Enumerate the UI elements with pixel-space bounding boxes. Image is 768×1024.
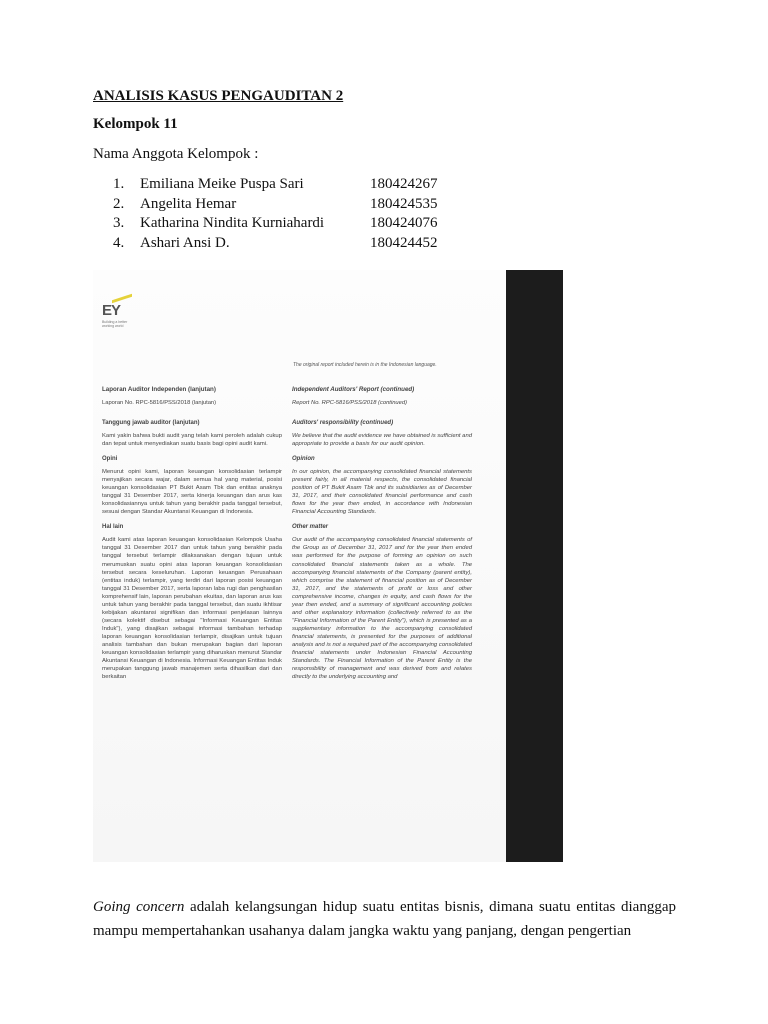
english-column [292, 386, 472, 688]
section-heading: Tanggung jawab auditor (lanjutan) [102, 420, 200, 426]
section-paragraph: Audit kami atas laporan keuangan konsolidasian Kelompok Usaha tanggal 31 Desember 2017 dan untuk tahun yang berakhir pada tanggal tersebut terlampir dilaksanakan dengan tujuan untuk merumuskan suatu opini atas laporan keuangan konsolidasian tersebut secara keseluruhan. Laporan keuangan Perusahaan (entitas induk) terlampir, yang terdiri dari laporan posisi keuangan tanggal 31 Desember 2017, serta laporan laba rugi dan penghasilan komprehensif lain, laporan perubahan ekuitas, dan laporan arus kas untuk tahun yang berakhir pada tanggal tersebut, dan suatu ikhtisar kebijakan akuntansi signifikan dan informasi penjelasan lainnya (secara kolektif disebut sebagai "Informasi Keuangan Entitas Induk"), yang disajikan sebagai informasi tambahan terhadap laporan keuangan konsolidasian terlampir, disajikan untuk tujuan analisis tambahan dan bukan merupakan bagian dari laporan keuangan konsolidasian terlampir yang diharuskan menurut Standar Akuntansi Keuangan di Indonesia. Informasi Keuangan Entitas Induk merupakan tanggung jawab manajemen serta dihasilkan dari dan berkaitan [102, 537, 282, 681]
section-heading: Hal lain [102, 524, 124, 531]
original-language-note: The original report included herein is in the Indonesian language. [293, 362, 437, 368]
member-nim: 180424535 [370, 195, 438, 212]
group-heading: Kelompok 11 [93, 116, 178, 132]
indonesian-column [102, 386, 282, 688]
member-row [113, 175, 443, 195]
member-nim: 180424452 [370, 234, 438, 251]
member-number: 1. [113, 176, 125, 192]
scan-dark-margin [506, 270, 563, 862]
section-paragraph: Our audit of the accompanying consolidated financial statements of the Group as of December 31, 2017 and for the year then ended was performed for the purpose of forming an opinion on such consolidated financial statements taken as a whole. The accompanying financial statements of the Company (parent entity), which comprise the statement of financial position as of December 31, 2017, and the statements of profit or loss and other comprehensive income, changes in equity, and cash flows for the year then ended, and a summary of significant accounting policies and other explanatory information (collectively referred to as the "Financial Information of the Parent Entity"), which is presented as a supplementary information to the accompanying consolidated financial statements, is presented for the purposes of additional analysis and is not a required part of the accompanying consolidated financial statements under Indonesian Financial Accounting Standards. The Financial Information of the Parent Entity is the responsibility of management and was derived from and relates directly to the underlying accounting and [292, 537, 472, 681]
member-name: Katharina Nindita Kurniahardi [140, 215, 325, 231]
member-row [113, 234, 443, 254]
section-heading: Opini [102, 456, 118, 463]
member-name: Angelita Hemar [140, 195, 237, 212]
member-number: 3. [113, 215, 125, 231]
member-nim: 180424267 [370, 176, 438, 192]
section-paragraph: Menurut opini kami, laporan keuangan konsolidasian terlampir menyajikan secara wajar, dalam semua hal yang material, posisi keuangan konsolidasian PT Bukit Asam Tbk dan entitas anaknya tanggal 31 Desember 2017, serta kinerja keuangan dan arus kas konsolidasiannya untuk tahun yang berakhir pada tanggal tersebut, sesuai dengan Standar Akuntansi Keuangan di Indonesia. [102, 469, 282, 516]
member-name: Emiliana Meike Puspa Sari [140, 176, 304, 192]
body-text: adalah kelangsungan hidup suatu entitas bisnis, dimana suatu entitas dianggap mampu mempertahankan usahanya dalam jangka waktu yang panjang, dengan pengertian [93, 899, 676, 939]
section-heading: Other matter [292, 524, 329, 531]
report-reference: Report No. RPC-5816/PSS/2018 (continued) [292, 400, 408, 406]
members-label: Nama Anggota Kelompok : [93, 146, 259, 162]
document-title: ANALISIS KASUS PENGAUDITAN 2 [93, 88, 344, 104]
member-row [113, 214, 443, 234]
report-reference: Laporan No. RPC-5816/PSS/2018 (lanjutan) [102, 400, 217, 406]
member-nim: 180424076 [370, 215, 438, 231]
body-italic-term: Going concern [93, 899, 185, 915]
section-heading: Opinion [292, 456, 315, 463]
report-header: Laporan Auditor Independen (lanjutan) [102, 386, 216, 393]
ey-tagline: Building a better working world [102, 320, 128, 328]
member-number: 4. [113, 234, 125, 251]
scanned-paper [93, 270, 506, 862]
member-list [113, 175, 443, 253]
member-number: 2. [113, 195, 125, 212]
report-header: Independent Auditors' Report (continued) [292, 386, 415, 393]
section-paragraph: In our opinion, the accompanying consolidated financial statements present fairly, in all material respects, the consolidated financial position of PT Bukit Asam Tbk and its subsidiaries as of December 31, 2017, and their consolidated financial performance and cash flows for the year then ended, in accordance with Indonesian Financial Accounting Standards. [292, 469, 472, 516]
section-heading: Auditors' responsibility (continued) [292, 420, 394, 426]
member-row [113, 195, 443, 215]
section-paragraph: We believe that the audit evidence we have obtained is sufficient and appropriate to provide a basis for our audit opinion. [292, 433, 473, 448]
body-paragraph [93, 895, 676, 943]
ey-logo: EY [102, 302, 121, 319]
scanned-audit-report-image [93, 270, 563, 862]
member-name: Ashari Ansi D. [140, 234, 230, 251]
section-paragraph: Kami yakin bahwa bukti audit yang telah kami peroleh adalah cukup dan tepat untuk menyediakan suatu basis bagi opini audit kami. [102, 433, 282, 448]
